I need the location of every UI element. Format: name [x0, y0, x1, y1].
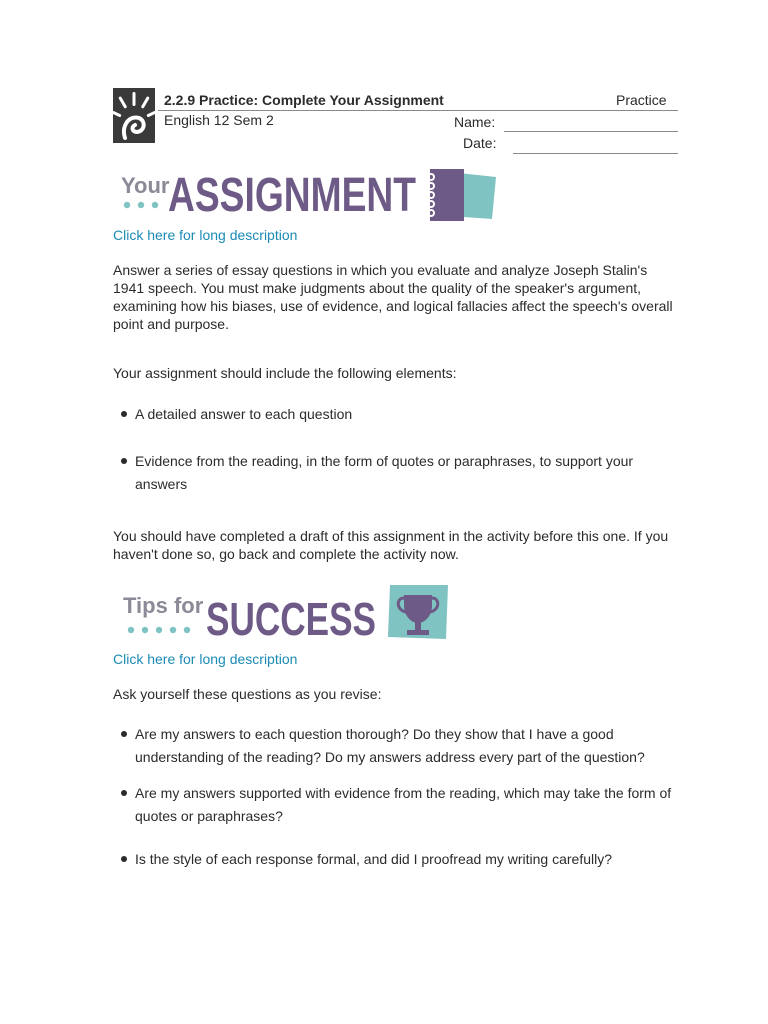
list-item: Are my answers to each question thorough? Do they show that I have a good understanding of the reading? Do my answers address every part of the question? [113, 723, 679, 769]
assignment-intro: Answer a series of essay questions in which you evaluate and analyze Joseph Stalin's 1941 speech. You must make judgments about the quality of the speaker's argument, examining how his biases, use of evidence, and logical fallacies affect the speech's overall point and purpose. [113, 262, 673, 332]
header-divider [158, 110, 678, 111]
tips-for-success-banner [120, 583, 452, 645]
banner-dots [128, 627, 190, 633]
draft-note: You should have completed a draft of this assignment in the activity before this one. If you haven't done so, go back and complete the activity now. [113, 528, 669, 562]
school-logo-icon [113, 88, 155, 143]
banner-dots [124, 202, 158, 208]
elements-list [113, 403, 679, 496]
banner-success-text: SUCCESS [206, 593, 376, 645]
banner-tips-text: Tips for [123, 593, 204, 618]
your-assignment-banner [118, 163, 500, 225]
list-item: Evidence from the reading, in the form of quotes or paraphrases, to support your answers [113, 450, 679, 496]
long-description-link[interactable]: Click here for long description [113, 227, 298, 243]
list-item: Is the style of each response formal, and did I proofread my writing carefully? [113, 848, 679, 871]
name-label: Name: [454, 114, 496, 130]
course-name: English 12 Sem 2 [164, 112, 274, 128]
revision-questions-list [113, 723, 679, 871]
date-label: Date: [463, 135, 497, 151]
date-field-line [513, 153, 678, 154]
list-item: A detailed answer to each question [113, 403, 679, 426]
include-lead: Your assignment should include the following elements: [113, 365, 457, 381]
notebook-icon [428, 169, 496, 221]
banner-assignment-text: ASSIGNMENT [168, 169, 416, 222]
banner-your-text: Your [121, 173, 170, 198]
name-field-line [504, 131, 678, 132]
assignment-type: Practice [616, 92, 667, 108]
assignment-title: 2.2.9 Practice: Complete Your Assignment [164, 92, 444, 108]
trophy-icon [388, 585, 448, 639]
list-item: Are my answers supported with evidence from the reading, which may take the form of quotes or paraphrases? [113, 782, 679, 828]
revise-lead: Ask yourself these questions as you revise: [113, 686, 382, 702]
long-description-link[interactable]: Click here for long description [113, 651, 298, 667]
